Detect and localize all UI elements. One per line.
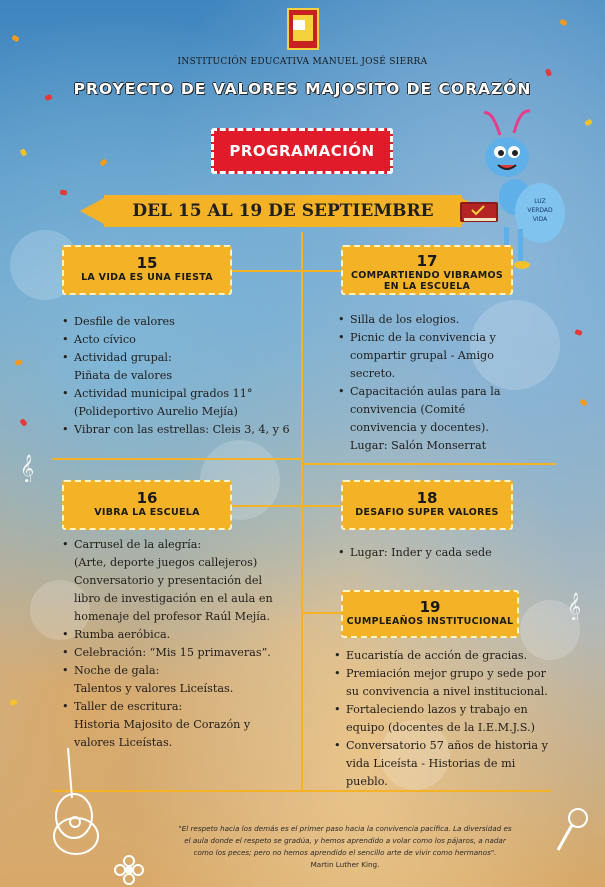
activity-item: homenaje del profesor Raúl Mejía. [74, 610, 271, 623]
quote-line: "El respeto hacia los demás es el primer paso hacia la convivencia pacífica. La diversidad es [178, 824, 512, 833]
activity-item: convivencia y docentes). [350, 421, 489, 434]
day-17-label [341, 245, 513, 295]
day-19-label [341, 590, 519, 638]
confetti [9, 699, 17, 706]
guitar-icon [28, 738, 108, 858]
activity-item: Conversatorio y presentación del [74, 574, 263, 587]
confetti [574, 329, 582, 336]
day-number: 19 [419, 598, 441, 616]
activity-item: • Capacitación aulas para la [350, 383, 565, 401]
activity-item: • Desfile de valores [74, 313, 314, 331]
day-title: CUMPLEAÑOS INSTITUCIONAL [346, 616, 514, 627]
quote-block [140, 823, 550, 871]
day-number: 17 [416, 252, 438, 270]
activity-item: • Noche de gala: [74, 662, 319, 680]
day-18-label [341, 480, 513, 530]
activity-item: pueblo. [346, 775, 388, 788]
activity-item: vida Liceísta - Historias de mi [346, 757, 516, 770]
day-title: COMPARTIENDO VIBRAMOS [350, 270, 504, 281]
activity-item: (Arte, deporte juegos callejeros) [74, 556, 258, 569]
project-title: PROYECTO DE VALORES MAJOSITO DE CORAZÓN [73, 80, 532, 98]
timeline-connector [52, 458, 301, 460]
school-crest-icon [287, 8, 319, 50]
timeline-connector [231, 270, 301, 272]
activity-item: • Eucaristía de acción de gracias. [346, 647, 596, 665]
activity-item: Historia Majosito de Corazón y [74, 718, 251, 731]
date-range-banner: DEL 15 AL 19 DE SEPTIEMBRE [104, 195, 462, 227]
quote-author: Martin Luther King. [310, 860, 380, 869]
activity-item: compartir grupal - Amigo [350, 349, 494, 362]
activity-item: • Rumba aeróbica. [74, 626, 319, 644]
confetti [19, 418, 27, 427]
activity-item: • Celebración: “Mis 15 primaveras”. [74, 644, 319, 662]
timeline-connector [301, 270, 341, 272]
microphone-icon [552, 806, 592, 856]
activity-item: valores Liceístas. [74, 736, 173, 749]
confetti [20, 148, 28, 157]
music-note-icon [18, 452, 40, 482]
day-number: 16 [136, 489, 158, 507]
day-number: 18 [416, 489, 438, 507]
confetti [14, 359, 22, 366]
activity-item: • Silla de los elogios. [350, 311, 565, 329]
activity-item: convivencia (Comité [350, 403, 466, 416]
confetti [60, 189, 68, 195]
day-title: LA VIDA ES UNA FIESTA [81, 272, 213, 283]
activity-item: • Picnic de la convivencia y [350, 329, 565, 347]
activity-item: • Actividad grupal: [74, 349, 314, 367]
timeline-connector [301, 505, 341, 507]
day-number: 15 [136, 254, 158, 272]
day-15-activities [58, 313, 314, 439]
day-18-activities [334, 544, 570, 562]
confetti [545, 68, 552, 76]
quote-line: como los peces; pero no hemos aprendido el sencillo arte de vivir como hermanos". [193, 848, 497, 857]
activity-item: • Vibrar con las estrellas: Cleis 3, 4, y 6 [74, 421, 314, 439]
activity-item: Lugar: Salón Monserrat [350, 439, 487, 452]
music-note-icon [565, 590, 587, 620]
activity-item: • Actividad municipal grados 11° [74, 385, 314, 403]
activity-item: • Premiación mejor grupo y sede por [346, 665, 596, 683]
mascot-sign-line: LUZ [534, 198, 546, 205]
mascot-sign-line: VIDA [532, 216, 548, 223]
timeline-connector [301, 463, 556, 465]
confetti [11, 35, 20, 43]
activity-item: • Fortaleciendo lazos y trabajo en [346, 701, 596, 719]
confetti [99, 158, 108, 166]
program-label: PROGRAMACIÓN [211, 128, 393, 174]
svg-text:𝄞: 𝄞 [567, 592, 582, 620]
confetti [584, 119, 593, 127]
day-title: DESAFIO SUPER VALORES [355, 507, 499, 518]
day-title: EN LA ESCUELA [383, 281, 471, 292]
svg-text:𝄞: 𝄞 [20, 454, 35, 482]
activity-item: equipo (docentes de la I.E.M.J.S.) [346, 721, 535, 734]
activity-item: • Lugar: Inder y cada sede [350, 544, 570, 562]
timeline-connector [231, 505, 301, 507]
activity-item: • Taller de escritura: [74, 698, 319, 716]
day-15-label [62, 245, 232, 295]
institution-name: INSTITUCIÓN EDUCATIVA MANUEL JOSÉ SIERRA [177, 57, 428, 67]
day-16-activities [58, 536, 319, 752]
activity-item: libro de investigación en el aula en [74, 592, 273, 605]
activity-item: Piñata de valores [74, 369, 173, 382]
activity-item: • Conversatorio 57 años de historia y [346, 737, 596, 755]
activity-item: secreto. [350, 367, 396, 380]
activity-item: • Acto cívico [74, 331, 314, 349]
mascot-sign-line: VERDAD [527, 207, 553, 214]
quote-line: el aula donde el respeto se gradúa, y hemos aprendido a volar como los pájaros, a nadar [184, 836, 506, 845]
activity-item: (Polideportivo Aurelio Mejía) [74, 405, 238, 418]
activity-item: Talentos y valores Liceístas. [74, 682, 234, 695]
confetti [559, 19, 568, 27]
activity-item: • Carrusel de la alegría: [74, 536, 319, 554]
day-19-activities [330, 647, 596, 791]
confetti [579, 398, 588, 406]
activity-item: su convivencia a nivel institucional. [346, 685, 548, 698]
day-16-label [62, 480, 232, 530]
day-17-activities [334, 311, 565, 455]
day-title: VIBRA LA ESCUELA [94, 507, 200, 518]
